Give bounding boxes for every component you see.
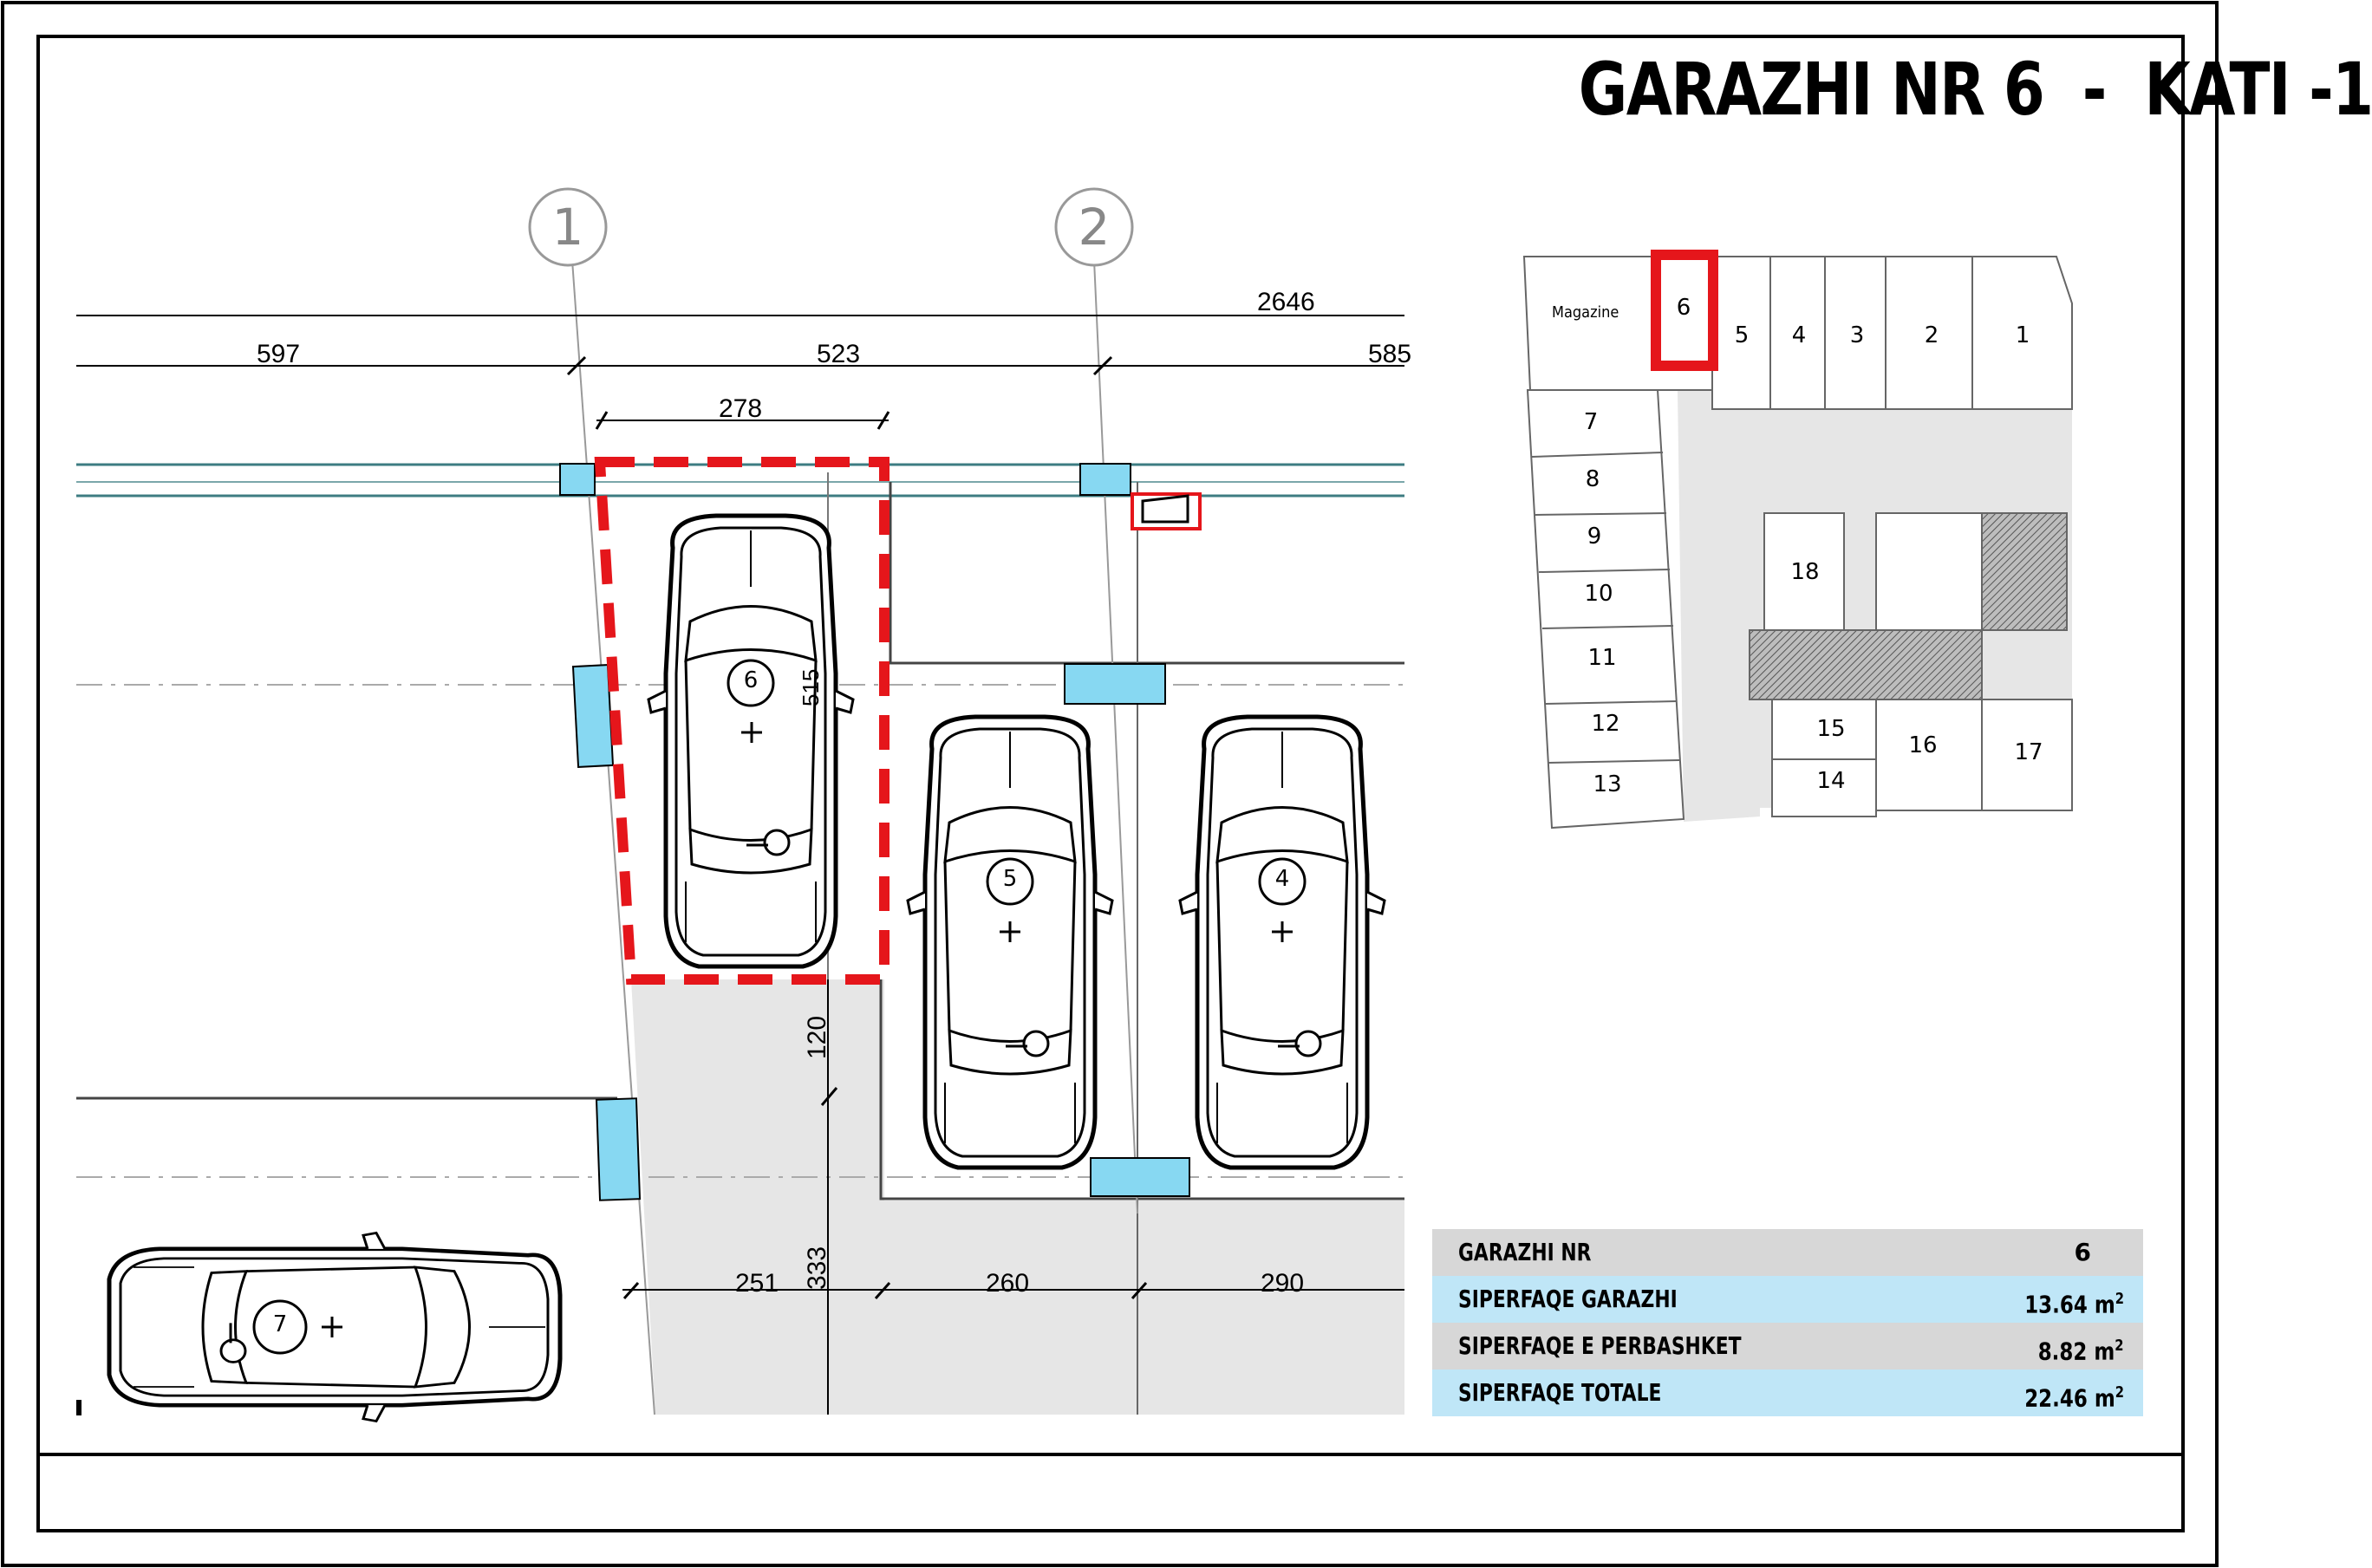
dimension-garage-depth: 515 bbox=[798, 668, 824, 706]
key-plan-slot: 17 bbox=[2014, 739, 2043, 765]
key-plan-slot: 10 bbox=[1584, 581, 1613, 607]
column bbox=[1080, 464, 1131, 495]
summary-value: 22.46 $m^2$ bbox=[2024, 1383, 2124, 1413]
key-plan-slot: 9 bbox=[1587, 524, 1602, 550]
summary-label: SIPERFAQE GARAZHI bbox=[1458, 1285, 1678, 1313]
summary-label: GARAZHI NR bbox=[1458, 1238, 1592, 1266]
key-plan-slot: 15 bbox=[1816, 716, 1846, 742]
dimension-left: 597 bbox=[257, 340, 301, 368]
page-title: GARAZHI NR 6 - KATI -1 bbox=[1578, 47, 2372, 132]
car-7-label: 7 bbox=[272, 1311, 288, 1337]
dimension-garage-width: 278 bbox=[719, 394, 763, 423]
dimension-middle: 523 bbox=[817, 340, 861, 368]
column bbox=[1065, 664, 1165, 704]
dimension-bay-depth: 333 bbox=[803, 1246, 831, 1290]
main-plan bbox=[76, 189, 1412, 1422]
key-plan-slot: 8 bbox=[1585, 466, 1600, 492]
key-plan-slot: 7 bbox=[1583, 409, 1599, 435]
car-6-label: 6 bbox=[743, 667, 759, 693]
grid-axis-1-label: 1 bbox=[551, 198, 584, 257]
key-plan-slot: 14 bbox=[1816, 768, 1846, 794]
dimension-bay-c: 290 bbox=[1261, 1269, 1305, 1298]
summary-value: 13.64 $m^2$ bbox=[2024, 1290, 2124, 1319]
key-plan-slot: 6 bbox=[1676, 295, 1691, 321]
key-plan-slot: 1 bbox=[2015, 322, 2030, 348]
key-plan-slot: 5 bbox=[1734, 322, 1750, 348]
summary-table bbox=[1432, 1229, 2143, 1416]
key-plan-slot: 12 bbox=[1591, 711, 1620, 737]
car-5-label: 5 bbox=[1002, 866, 1018, 892]
grid-axis-2-label: 2 bbox=[1078, 198, 1111, 257]
dimension-gap: 120 bbox=[803, 1015, 831, 1059]
dimension-right: 585 bbox=[1368, 340, 1412, 368]
key-plan-magazine: Magazine bbox=[1552, 303, 1619, 322]
summary-label: SIPERFAQE E PERBASHKET bbox=[1458, 1331, 1742, 1360]
car-4-label: 4 bbox=[1274, 866, 1290, 892]
key-plan-slot: 13 bbox=[1593, 771, 1622, 797]
key-plan-slot: 18 bbox=[1790, 559, 1820, 585]
summary-label: SIPERFAQE TOTALE bbox=[1458, 1378, 1662, 1407]
key-plan-slot: 16 bbox=[1908, 732, 1938, 758]
key-plan-slot: 2 bbox=[1924, 322, 1939, 348]
key-plan-slot: 3 bbox=[1849, 322, 1865, 348]
key-plan-slot: 4 bbox=[1791, 322, 1807, 348]
key-plan-slot: 11 bbox=[1587, 645, 1617, 671]
summary-value: 8.82 $m^2$ bbox=[2038, 1337, 2124, 1366]
summary-value: 6 bbox=[2074, 1238, 2091, 1266]
column bbox=[560, 464, 595, 495]
dimension-total: 2646 bbox=[1257, 288, 1315, 316]
column bbox=[1091, 1158, 1189, 1196]
dimension-bay-a: 251 bbox=[735, 1269, 779, 1298]
dimension-bay-b: 260 bbox=[986, 1269, 1030, 1298]
column bbox=[596, 1098, 640, 1200]
column bbox=[573, 665, 613, 767]
